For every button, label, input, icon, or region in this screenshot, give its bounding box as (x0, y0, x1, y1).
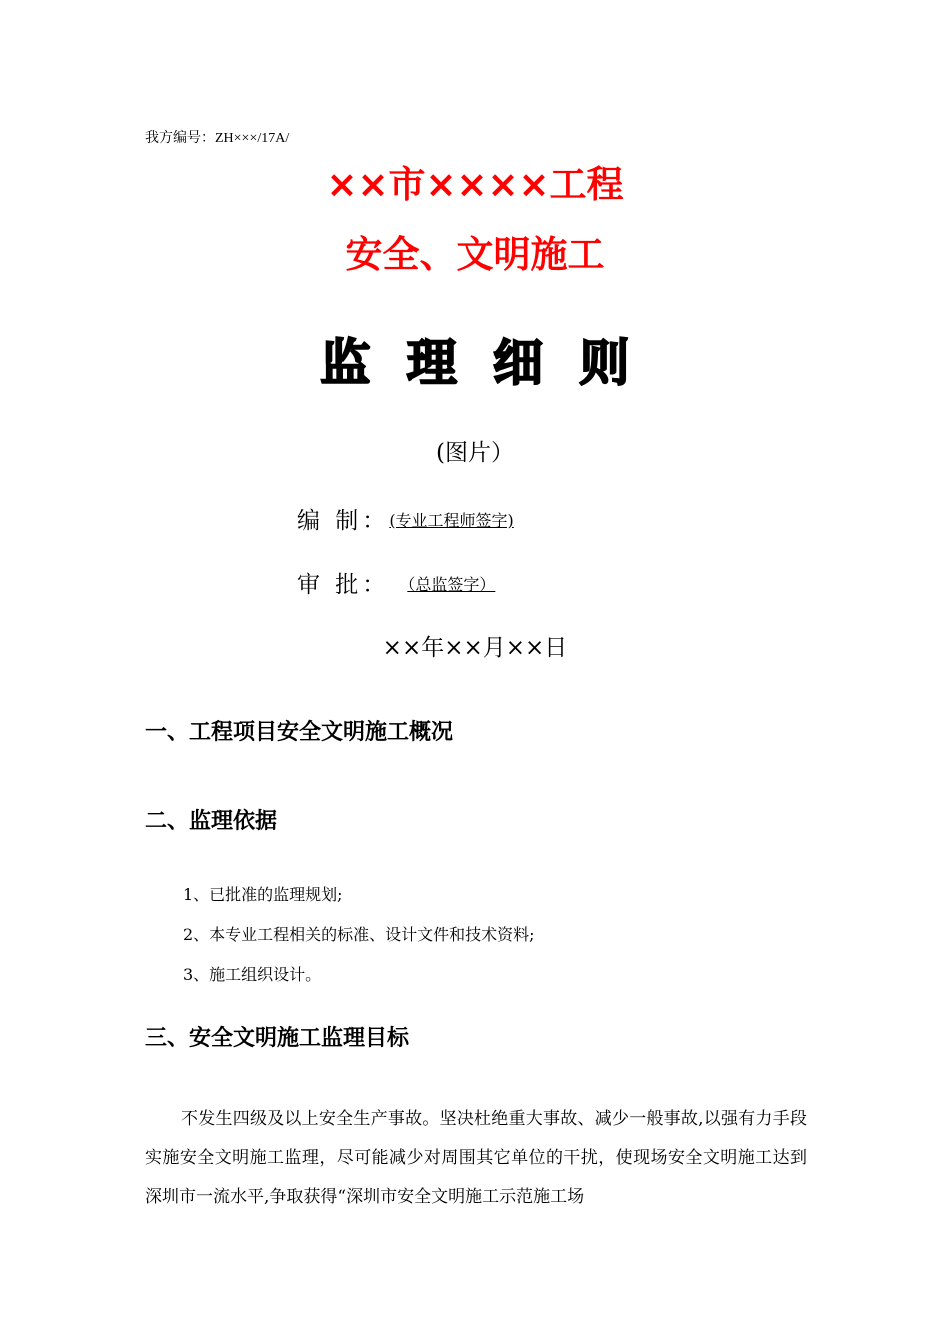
project-title: ××市××××工程 (326, 163, 624, 206)
main-title-char: 则 (579, 334, 630, 392)
section-heading-goals: 三、安全文明施工监理目标 (145, 1026, 410, 1051)
section-heading-overview: 一、工程项目安全文明施工概况 (145, 720, 454, 745)
document-number (145, 127, 289, 147)
list-item: 2、本专业工程相关的标准、设计文件和技术资料; (183, 925, 535, 944)
compiler-label: 编 制： (297, 508, 390, 534)
goals-paragraph: 不发生四级及以上安全生产事故。坚决杜绝重大事故、减少一般事故,以强有力手段实施安全文明施工监理，尽可能减少对周围其它单位的干扰，使现场安全文明施工达到深圳市一流水平,争取获得“深圳市安全文明施工示范施工场 (145, 1109, 807, 1207)
main-title-char: 理 (406, 334, 457, 392)
document-date: ××年××月××日 (382, 635, 568, 661)
section-heading-basis: 二、监理依据 (145, 809, 278, 834)
approver-label: 审 批： (297, 572, 390, 598)
list-item: 1、已批准的监理规划; (183, 885, 343, 904)
main-title-char: 细 (493, 334, 544, 392)
basis-list (183, 884, 535, 1004)
document-number-value: ZH×××/17A/ (215, 131, 290, 146)
document-number-label: 我方编号： (145, 130, 215, 146)
approver-signature-row (297, 574, 511, 597)
project-subtitle: 安全、文明施工 (345, 233, 605, 276)
list-item: 3、施工组织设计。 (183, 965, 322, 984)
approver-signature: （总监签字） (407, 575, 496, 594)
main-title-char: 监 (320, 334, 371, 392)
document-main-title (0, 334, 950, 392)
image-placeholder: (图片） (436, 440, 514, 466)
compiler-signature: (专业工程师签字) (389, 511, 514, 530)
compiler-signature-row (297, 510, 514, 533)
